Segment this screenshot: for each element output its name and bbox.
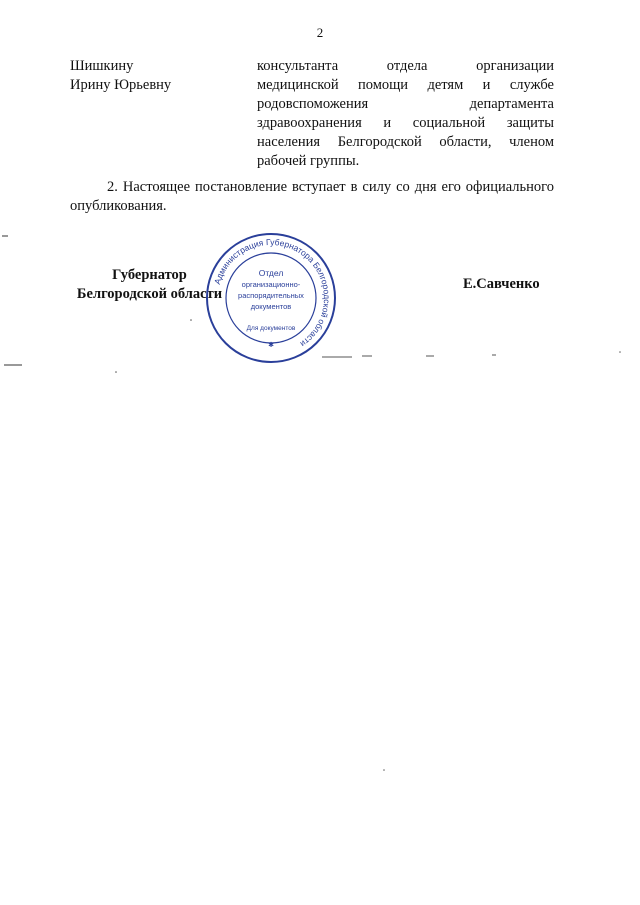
page-number: 2	[316, 25, 324, 40]
signatory-title-line-2: Белгородской области	[76, 286, 223, 302]
member-name-line-1: Шишкину	[70, 58, 134, 74]
paragraph-line-1: 2. Настоящее постановление вступает в силу со дня его официального	[107, 179, 554, 195]
member-role	[257, 57, 554, 171]
stamp-ring-text: Администрация Губернатора Белгородской области	[211, 236, 333, 350]
member-role-line-4: здравоохранения и социальной защиты	[257, 115, 554, 131]
member-role-line-1: консультанта отдела организации	[257, 58, 554, 74]
signatory-title-line-1: Губернатор	[112, 267, 187, 283]
stamp-center-line-3: распорядительных	[238, 291, 304, 300]
stamp-bottom-text: Для документов	[246, 325, 296, 332]
member-role-line-6: рабочей группы.	[257, 153, 360, 169]
stamp-star-icon: ✱	[268, 341, 274, 349]
member-role-line-5: населения Белгородской области, членом	[257, 134, 554, 150]
effective-date-paragraph	[70, 178, 554, 216]
signatory-name: Е.Савченко	[463, 276, 540, 292]
member-name	[70, 57, 250, 95]
stamp-center-line-1: Отдел	[258, 268, 284, 278]
member-role-line-3: родовспоможения департамента	[257, 96, 554, 112]
scan-mark-7	[190, 319, 192, 321]
official-stamp	[205, 232, 337, 364]
stamp-center-line-2: организационно-	[241, 280, 301, 289]
paragraph-line-2: опубликования.	[70, 198, 167, 214]
scan-mark-9	[383, 769, 385, 771]
stamp-center-line-4: документов	[250, 302, 292, 311]
member-name-line-2: Ирину Юрьевну	[70, 77, 172, 93]
member-role-line-2: медицинской помощи детям и службе	[257, 77, 554, 93]
signatory-title	[72, 266, 227, 304]
scan-mark-10	[619, 351, 621, 353]
scan-mark-8	[115, 371, 117, 373]
